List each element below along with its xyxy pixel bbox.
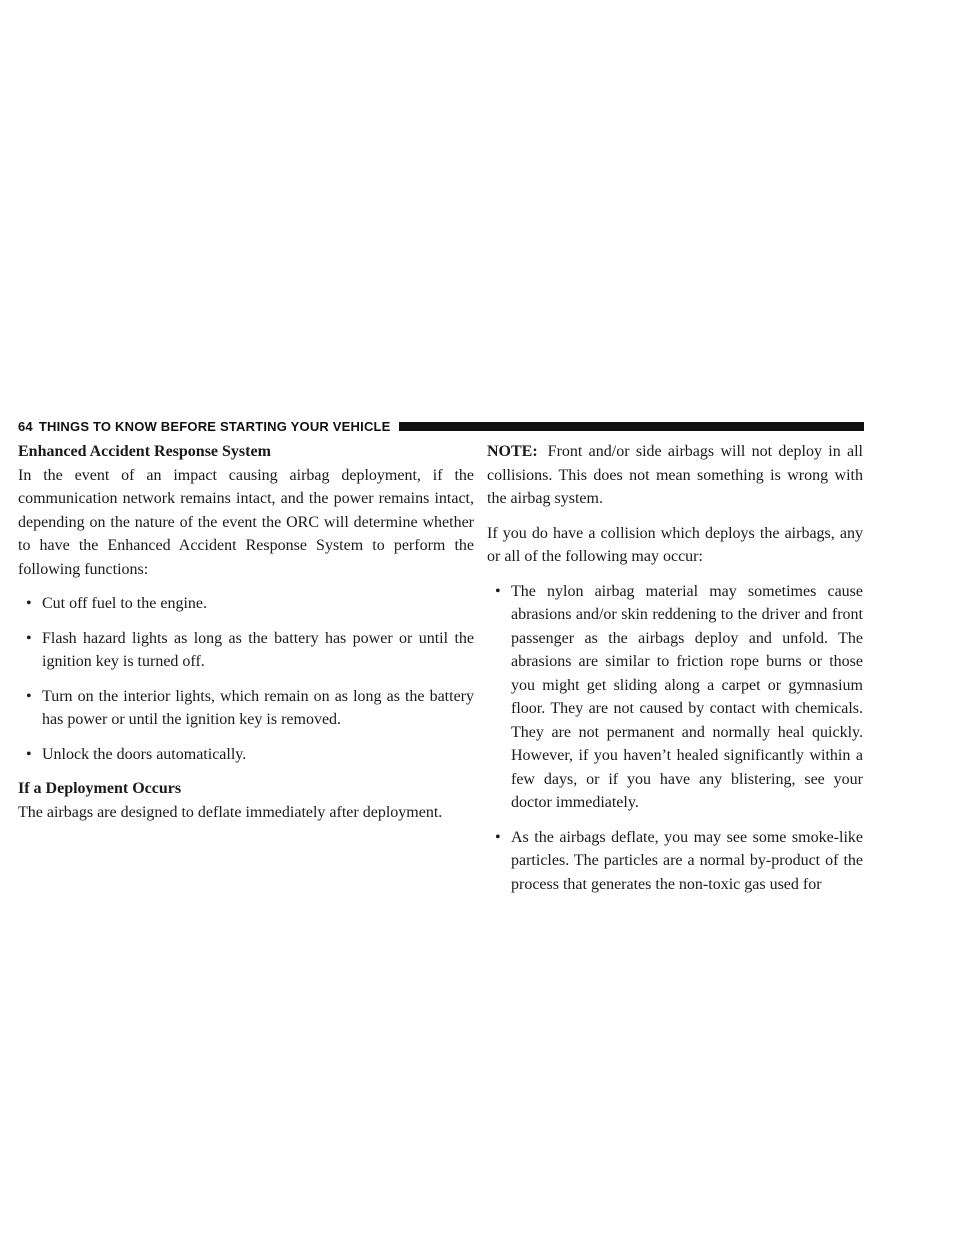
list-item: • As the airbags deflate, you may see some smoke-like particles. The particles are a normal by-product of the process that generates the non-toxic gas used for: [487, 826, 863, 897]
section-title-enhanced-accident-response: Enhanced Accident Response System: [18, 443, 271, 460]
bullet-icon: •: [495, 828, 501, 846]
list-item: • Turn on the interior lights, which remain on as long as the battery has power or until the ignition key is removed.: [18, 685, 474, 732]
right-column: [487, 440, 863, 896]
section-title-deployment: If a Deployment Occurs: [18, 780, 182, 797]
page-number: 64: [18, 418, 33, 434]
section-paragraph: The airbags are designed to deflate immediately after deployment.: [18, 803, 443, 821]
list-item: • Cut off fuel to the engine.: [18, 592, 474, 616]
note-paragraph: [487, 440, 863, 511]
section-paragraph: In the event of an impact causing airbag deployment, if the communication network remains intact, and the power remains intact, depending on the nature of the event the ORC will determine whether to have the Enhanced Accident Response System to perform the following functions:: [18, 466, 474, 578]
list-item: • Flash hazard lights as long as the battery has power or until the ignition key is turned off.: [18, 627, 474, 674]
chapter-title: THINGS TO KNOW BEFORE STARTING YOUR VEHICLE: [38, 418, 391, 434]
functions-list: [18, 592, 474, 766]
list-item: • The nylon airbag material may sometimes cause abrasions and/or skin reddening to the driver and front passenger as the airbags deploy and unfold. The abrasions are similar to friction rope burns or those you might get sliding along a carpet or gymnasium floor. They are not caused by contact with chemicals. They are not permanent and normally heal quickly. However, if you haven’t healed significantly within a few days, or if you have any blistering, see your doctor immediately.: [487, 580, 863, 815]
collision-paragraph: If you do have a collision which deploys the airbags, any or all of the following may occur:: [487, 524, 863, 565]
list-item: • Unlock the doors automatically.: [18, 743, 474, 767]
note-label: NOTE:: [487, 443, 538, 460]
bullet-icon: •: [26, 629, 32, 647]
bullet-icon: •: [495, 582, 501, 600]
header-rule: [399, 422, 864, 431]
effects-list: [487, 580, 863, 897]
bullet-icon: •: [26, 595, 32, 612]
note-text: Front and/or side airbags will not deploy in all collisions. This does not mean something is wrong with the airbag system.: [487, 443, 863, 507]
bullet-icon: •: [26, 745, 32, 763]
page-header: [18, 417, 864, 435]
bullet-icon: •: [26, 687, 32, 705]
left-column: [18, 440, 474, 824]
